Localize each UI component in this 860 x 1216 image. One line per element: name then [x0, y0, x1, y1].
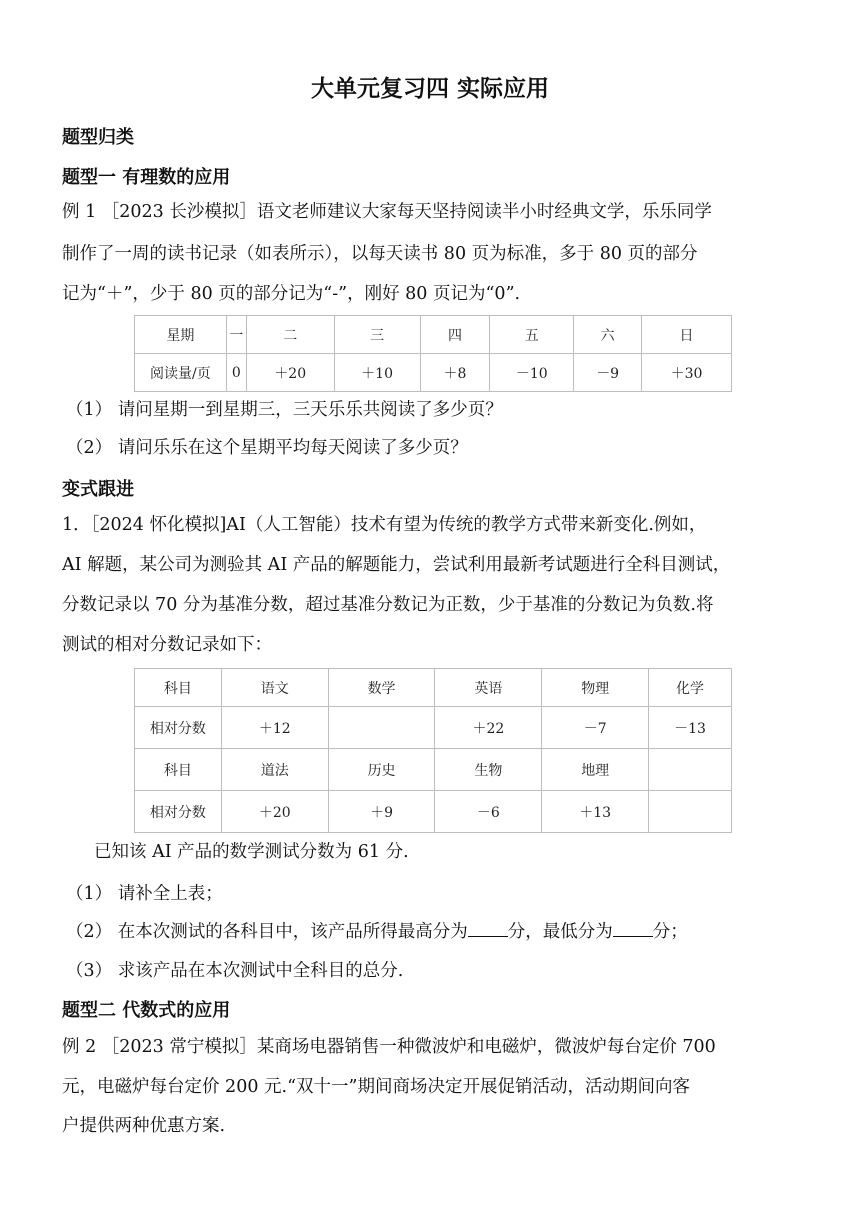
table-cell: 五	[490, 316, 574, 354]
question-text: 分，最低分为	[507, 922, 613, 942]
table-cell	[649, 749, 732, 791]
table-cell: 相对分数	[135, 791, 222, 833]
table-cell: ＋12	[221, 707, 328, 749]
question: （1） 请补全上表；	[66, 884, 223, 904]
followup-label: 变式跟进	[62, 479, 134, 500]
table-row	[135, 354, 732, 392]
table-cell: 科目	[135, 749, 222, 791]
table-cell: 物理	[542, 669, 649, 707]
type2-heading: 题型二 代数式的应用	[62, 1000, 231, 1021]
question: （2） 请问乐乐在这个星期平均每天阅读了多少页？	[66, 438, 468, 458]
table-cell: －10	[490, 354, 574, 392]
table-cell: －6	[435, 791, 542, 833]
section-label: 题型归类	[62, 127, 134, 148]
table-cell: ＋22	[435, 707, 542, 749]
answer-blank	[613, 920, 653, 937]
table-cell: 化学	[649, 669, 732, 707]
example2-line: 元，电磁炉每台定价 200 元.“双十一”期间商场决定开展促销活动，活动期间向客	[62, 1077, 690, 1097]
table-cell: ＋13	[542, 791, 649, 833]
table-cell: 星期	[135, 316, 227, 354]
table-row	[135, 669, 732, 707]
type1-heading: 题型一 有理数的应用	[62, 167, 231, 188]
table-cell: ＋8	[420, 354, 490, 392]
example1-line: 例 1 ［2023 长沙模拟］语文老师建议大家每天坚持阅读半小时经典文学，乐乐同学	[62, 202, 712, 222]
exercise1-line: 分数记录以 70 分为基准分数，超过基准分数记为正数，少于基准的分数记为负数.将	[62, 595, 714, 615]
table-cell: 生物	[435, 749, 542, 791]
table-cell: －9	[574, 354, 642, 392]
table-cell: 英语	[435, 669, 542, 707]
example2-line: 户提供两种优惠方案.	[62, 1116, 226, 1136]
exercise1-line: 1．［2024 怀化模拟]AI（人工智能）技术有望为传统的教学方式带来新变化.例如，	[62, 515, 707, 535]
exercise1-line: AI 解题，某公司为测验其 AI 产品的解题能力，尝试利用最新考试题进行全科目测试，	[62, 555, 731, 575]
table-cell: 三	[334, 316, 420, 354]
table-cell: 地理	[542, 749, 649, 791]
table-cell: 道法	[221, 749, 328, 791]
table-cell: 一	[226, 316, 246, 354]
exercise1-line: 测试的相对分数记录如下：	[62, 635, 272, 655]
table-cell: 0	[226, 354, 246, 392]
table-cell: ＋30	[642, 354, 732, 392]
table-cell: 历史	[328, 749, 435, 791]
table-cell: 六	[574, 316, 642, 354]
exercise-note: 已知该 AI 产品的数学测试分数为 61 分.	[94, 842, 409, 862]
table-cell: 四	[420, 316, 490, 354]
table-cell: －7	[542, 707, 649, 749]
table-cell: 数学	[328, 669, 435, 707]
table-cell: ＋9	[328, 791, 435, 833]
reading-table	[134, 315, 732, 392]
table-cell: 阅读量/页	[135, 354, 227, 392]
table-cell: ＋10	[334, 354, 420, 392]
table-row	[135, 707, 732, 749]
table-cell: ＋20	[246, 354, 334, 392]
table-cell: 科目	[135, 669, 222, 707]
question-text: 分；	[652, 922, 688, 942]
question-text: （2） 在本次测试的各科目中，该产品所得最高分为	[66, 922, 468, 942]
table-cell	[649, 791, 732, 833]
table-cell: 相对分数	[135, 707, 222, 749]
score-table	[134, 668, 732, 833]
table-cell: 日	[642, 316, 732, 354]
question: （1） 请问星期一到星期三，三天乐乐共阅读了多少页？	[66, 400, 503, 420]
example1-line: 记为“＋”，少于 80 页的部分记为“-”，刚好 80 页记为“0”.	[62, 284, 521, 304]
table-cell: 二	[246, 316, 334, 354]
example2-line: 例 2 ［2023 常宁模拟］某商场电器销售一种微波炉和电磁炉，微波炉每台定价 700	[62, 1037, 716, 1057]
table-cell-blank	[328, 707, 435, 749]
table-cell: 语文	[221, 669, 328, 707]
table-row	[135, 316, 732, 354]
table-row	[135, 749, 732, 791]
table-cell: －13	[649, 707, 732, 749]
question: （3） 求该产品在本次测试中全科目的总分.	[66, 961, 404, 981]
table-row	[135, 791, 732, 833]
answer-blank	[468, 920, 508, 937]
page-title: 大单元复习四 实际应用	[310, 76, 549, 102]
table-cell: ＋20	[221, 791, 328, 833]
example1-line: 制作了一周的读书记录（如表所示），以每天读书 80 页为标准，多于 80 页的部分	[62, 244, 698, 264]
question	[66, 918, 688, 943]
